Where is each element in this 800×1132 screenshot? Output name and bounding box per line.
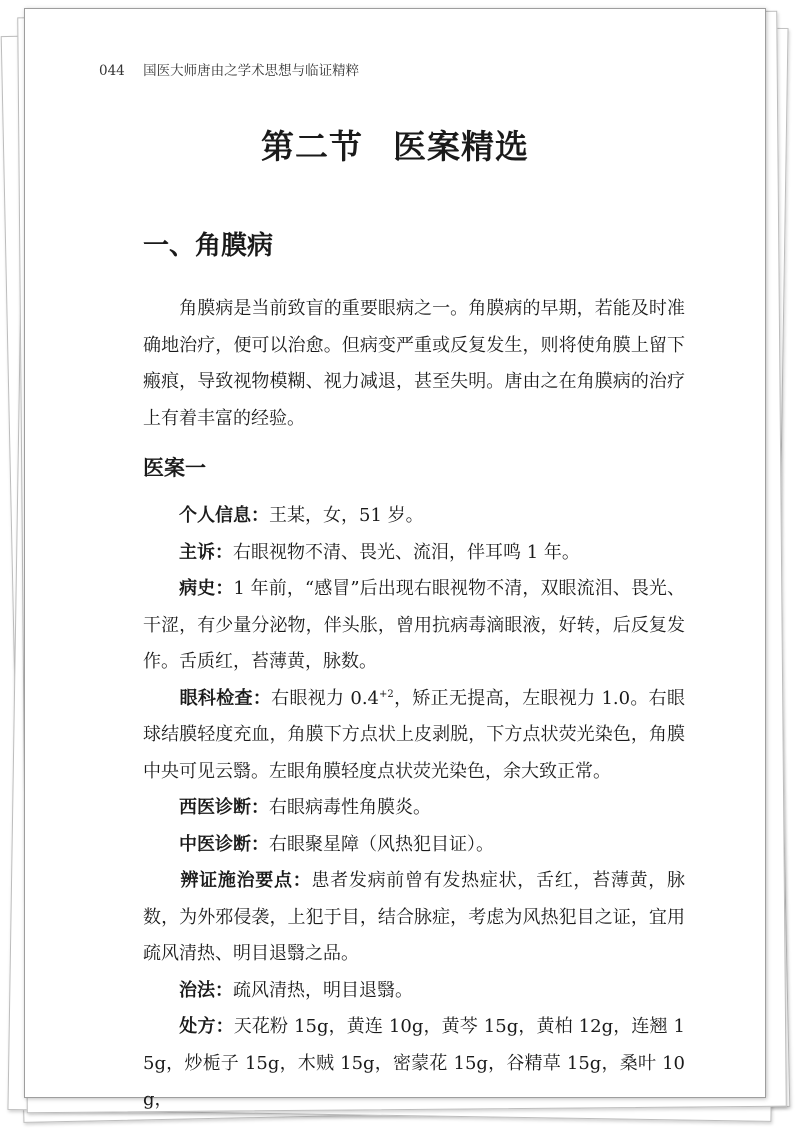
- case-complaint: [143, 535, 685, 572]
- book-page: [24, 8, 766, 1110]
- running-head: [99, 59, 359, 79]
- acuity-superscript: +2: [379, 688, 394, 700]
- field-value: 右眼病毒性角膜炎。: [269, 797, 431, 818]
- section-number: 第二节: [261, 127, 363, 166]
- case-personal-info: [143, 498, 685, 535]
- section-title: [25, 121, 765, 168]
- field-label: 西医诊断：: [179, 797, 269, 818]
- field-label: 眼科检查：: [179, 687, 272, 709]
- case-history: [143, 571, 685, 681]
- field-value: 右眼视力 0.4: [271, 687, 380, 709]
- field-label: 主诉：: [179, 541, 233, 563]
- field-value: 天花粉 15g，黄连 10g，黄芩 15g，黄柏 12g，连翘 15g，炒栀子 15g，木贼 15g，密蒙花 15g，谷精草 15g，桑叶 10g，: [143, 1016, 685, 1110]
- case-tcm-diagnosis: [143, 827, 685, 864]
- field-label: 个人信息：: [179, 505, 269, 526]
- case-western-diagnosis: [143, 790, 685, 827]
- case-exam: [143, 681, 685, 791]
- field-value: 右眼视物不清、畏光、流泪，伴耳鸣 1 年。: [233, 541, 580, 563]
- page-number: 044: [99, 63, 125, 79]
- section-name: 医案精选: [393, 127, 529, 166]
- field-value: 疏风清热，明目退翳。: [233, 979, 413, 1001]
- field-value: 1 年前，“感冒”后出现右眼视物不清，双眼流泪、畏光、干涩，有少量分泌物，伴头胀，曾用抗病毒滴眼液，好转，后反复发作。舌质红，苔薄黄，脉数。: [143, 578, 686, 672]
- intro-paragraph: [143, 291, 685, 437]
- field-value: 王某，女，51 岁。: [269, 505, 424, 526]
- intro-text: 角膜病是当前致盲的重要眼病之一。角膜病的早期，若能及时准确地治疗，便可以治愈。但病变严重或反复发生，则将使角膜上留下瘢痕，导致视物模糊、视力减退，甚至失明。唐由之在角膜病的治疗上有着丰富的经验。: [143, 298, 685, 429]
- field-label: 辨证施治要点：: [180, 870, 312, 891]
- case-details: [143, 498, 685, 1119]
- field-value: 右眼聚星障（风热犯目证）。: [269, 833, 494, 855]
- case-prescription: [143, 1009, 685, 1119]
- field-label: 治法：: [179, 979, 233, 1001]
- field-label: 中医诊断：: [179, 833, 269, 855]
- field-value: ，矫正无提高，左眼视力 1.0。右眼球结膜轻度充血，角膜下方点状上皮剥脱，下方点状荧光染色，角膜中央可见云翳。左眼角膜轻度点状荧光染色，余大致正常。: [143, 687, 685, 782]
- case-key-points: [143, 863, 685, 973]
- book-title: 国医大师唐由之学术思想与临证精粹: [143, 63, 360, 79]
- case-treatment: [143, 973, 685, 1010]
- field-label: 病史：: [179, 578, 234, 599]
- field-label: 处方：: [179, 1016, 234, 1037]
- case-title: 医案一: [143, 455, 206, 480]
- subsection-title: 一、角膜病: [143, 231, 274, 261]
- field-value: 患者发病前曾有发热症状，舌红，苔薄黄，脉数，为外邪侵袭，上犯于目，结合脉症，考虑为风热犯目之证，宜用疏风清热、明目退翳之品。: [143, 870, 686, 964]
